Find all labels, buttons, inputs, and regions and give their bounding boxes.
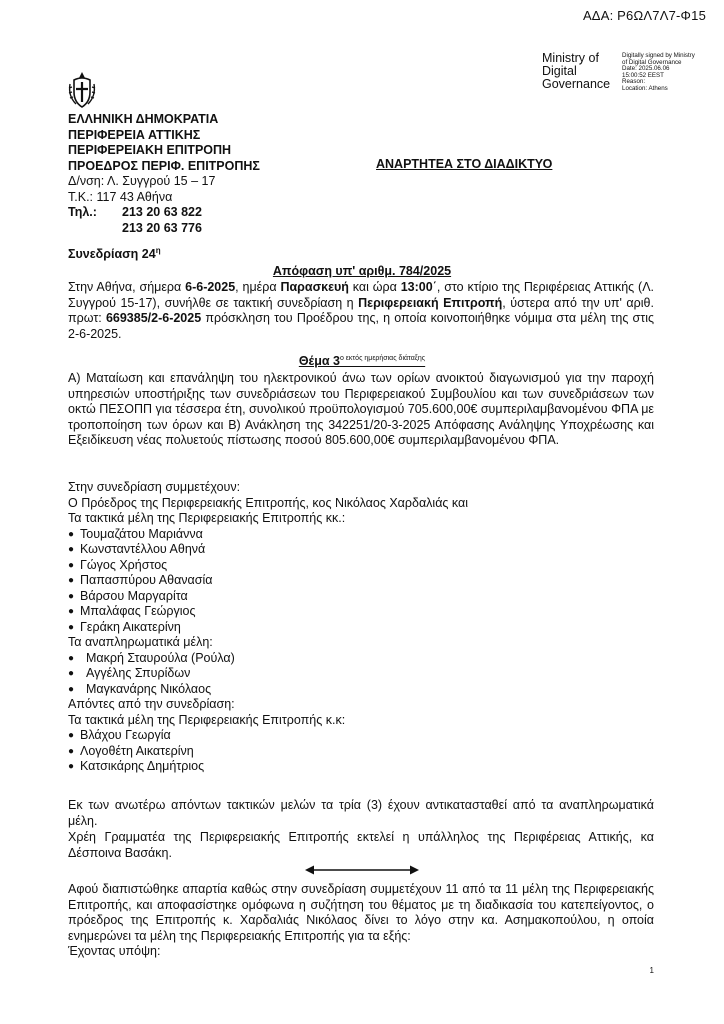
ada-code: ΑΔΑ: Ρ6ΩΛ7Λ7-Φ15 [582,8,706,23]
list-item: ● Κωνσταντέλλου Αθηνά [68,542,206,556]
page-number: 1 [649,966,654,975]
absent-regular-label: Τα τακτικά μέλη της Περιφερειακής Επιτροπής κ.κ: [68,712,346,727]
quorum-text: Αφού διαπιστώθηκε απαρτία καθώς στην συνεδρίαση συμμετέχουν 11 από τα 11 μέλη της Περιφερειακής Επιτροπής, και αποφασίστηκε ομόφωνα η συζήτηση του θέματος με τη διαδικασία του κατεπείγοντος, ο πρόεδρος της Επιτροπής κ. Χαρδαλιάς Νικόλαος δίνει το λόγο στην κα. Ασημακοπούλου, η οποία ενημερώνει τα μέλη της Περιφερειακής Επιτροπής για τα εξής: [68,882,654,943]
intro-paragraph: Στην Αθήνα, σήμερα 6-6-2025, ημέρα Παρασκευή και ώρα 13:00΄, στο κτίριο της Περιφέρειας Αττικής (Λ. Συγγρού 15-17), συνήλθε σε τακτική συνεδρίαση η Περιφερειακή Επιτροπή, ύστερα από την υπ' αριθ. πρωτ: 669385/2-6-2025 πρόσκληση του Προέδρου της, η οποία κοινοποιήθηκε νόμιμα στα μέλη της στις 2-6-2025. [68,280,655,341]
ministry-line: Ministry of [542,51,599,65]
postcode: Τ.Κ.: 117 43 Αθήνα [68,189,173,204]
signature-line: Digitally signed by Ministry [622,52,695,59]
phone-row [68,221,260,237]
list-item: ● Μπαλάφας Γεώργιος [68,604,196,618]
phone-number: 213 20 63 776 [122,220,202,235]
signature-line: of Digital Governance [622,58,682,66]
greek-emblem-icon [66,70,98,110]
list-item: ● Τουμαζάτου Μαριάννα [68,526,203,541]
ministry-stamp [542,52,610,91]
list-item: ● Αγγέλης Σπυρίδων [68,666,191,680]
alternate-members-label: Τα αναπληρωματικά μέλη: [68,635,213,649]
phone-number: 213 20 63 822 [122,205,202,219]
header-line: ΠΕΡΙΦΕΡΕΙΑΚΗ ΕΠΙΤΡΟΠΗ [68,143,232,157]
topic-text: Α) Ματαίωση και επανάληψη του ηλεκτρονικού άνω των ορίων ανοικτού διαγωνισμού για την παροχή υπηρεσιών υποστήριξης των συνεδριάσεων του Περιφερειακού Συμβουλίου και των συνεδριάσεων των οκτώ ΠΕΣΟΠΠ για τέσσερα έτη, συνολικού προϋπολογισμού 705.600,00€ συμπεριλαμβανομένου ΦΠΑ με τροποποίηση των όρων και Β) Ανάκληση της 342251/20-3-2025 Απόφασης Ανάληψης Υποχρέωσης και Εξειδίκευση νέας πολυετούς πίστωσης ποσού 805.600,00€ συμπεριλαμβανομένου ΦΠΑ. [68,371,654,447]
list-item: ● Γεράκη Αικατερίνη [68,619,181,634]
list-item: ● Βάρσου Μαργαρίτα [68,588,188,603]
list-item: ● Κατσικάρης Δημήτριος [68,759,205,773]
double-arrow-icon [305,864,419,876]
phone-label: Τηλ.: [68,205,97,219]
signature-line: 15:00:52 EEST [622,71,664,79]
header-line: ΠΕΡΙΦΕΡΕΙΑ ΑΤΤΙΚΗΣ [68,127,201,142]
posted-online-notice: ΑΝΑΡΤΗΤΕΑ ΣΤΟ ΔΙΑΔΙΚΤΥΟ [376,157,553,171]
list-item: ● Λογοθέτη Αικατερίνη [68,743,194,758]
signature-line: Location: Athens [622,84,668,92]
address: Δ/νση: Λ. Συγγρού 15 – 17 [68,174,216,188]
considering-label: Έχοντας υπόψη: [68,944,161,958]
decision-title: Απόφαση υπ' αριθμ. 784/2025 [272,264,452,278]
signature-line: Reason: [622,78,646,86]
list-item: ● Γώγος Χρήστος [68,557,168,572]
absent-label: Απόντες από την συνεδρίαση: [68,697,235,711]
president-line: Ο Πρόεδρος της Περιφερειακής Επιτροπής, κος Νικόλαος Χαρδαλιάς και [68,495,469,510]
list-item: ● Μαγκανάρης Νικόλαος [68,681,212,696]
digital-signature [622,53,695,93]
signature-line: Date: 2025.06.06 [622,65,670,73]
attendance-section [68,480,468,775]
phone-row [68,205,260,221]
list-item: ● Μακρή Σταυρούλα (Ρούλα) [68,650,235,665]
secretary-text: Χρέη Γραμματέα της Περιφερειακής Επιτροπής εκτελεί η υπάλληλος της Περιφέρειας Αττικής, κα Δέσποινα Βασάκη. [68,830,654,860]
list-item: ● Βλάχου Γεωργία [68,728,171,742]
attendance-intro: Στην συνεδρίαση συμμετέχουν: [68,480,241,494]
ministry-line: Governance [542,77,611,91]
header-line: ΠΡΟΕΔΡΟΣ ΠΕΡΙΦ. ΕΠΙΤΡΟΠΗΣ [68,158,260,173]
header-line: ΕΛΛΗΝΙΚΗ ΔΗΜΟΚΡΑΤΙΑ [68,112,219,126]
ministry-line: Digital [542,64,577,78]
issuer-header [68,112,260,236]
topic-title: Θέμα $3^{o \varepsilon\kappa\tau ό\varsigma \eta\mu\varepsilon\rho ή\sigma\iota\alpha\varsigma \delta\iota ά\tau\alpha\xi\eta\varsigma}$ [298,354,426,368]
list-item: ● Παπασπύρου Αθανασία [68,573,213,587]
regular-members-label: Τα τακτικά μέλη της Περιφερειακής Επιτροπής κκ.: [68,511,346,525]
replaced-members-text: Εκ των ανωτέρω απόντων τακτικών μελών τα τρία (3) έχουν αντικατασταθεί από τα αναπληρωματικά μέλη. [68,798,654,828]
session-number: Συνεδρίαση $24^\eta$ [68,246,161,262]
